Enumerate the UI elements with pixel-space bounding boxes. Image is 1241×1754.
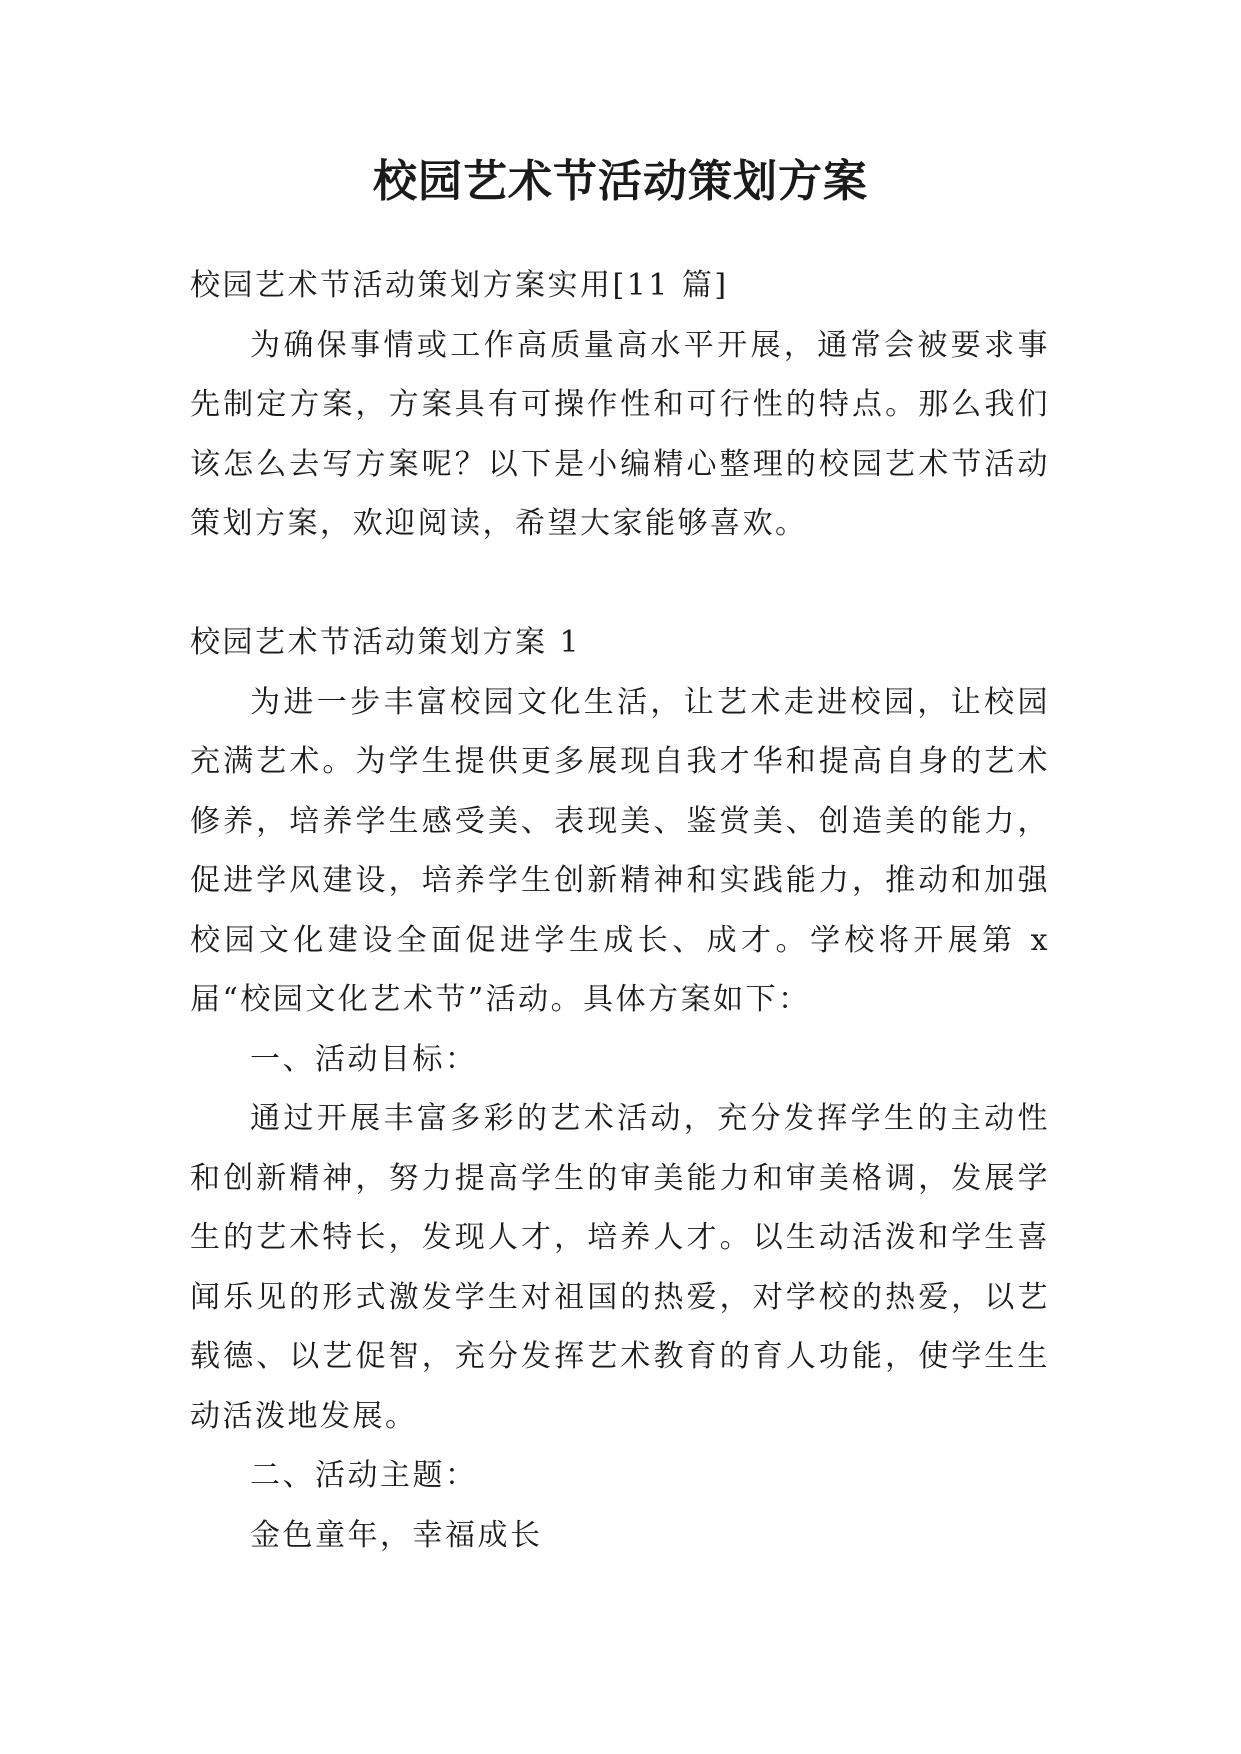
goal-heading: 一、活动目标： [250,1041,478,1077]
section-heading: 校园艺术节活动策划方案 1 [190,625,582,660]
goal-paragraph: 通过开展丰富多彩的艺术活动，充分发挥学生的主动性和创新精神，努力提高学生的审美能力和审美格调，发展学生的艺术特长，发现人才，培养人才。以生动活泼和学生喜闻乐见的形式激发学生对祖国的热爱，对学校的热爱，以艺载德、以艺促智，充分发挥艺术教育的育人功能，使学生生动活泼地发展。 [190,1101,1050,1434]
theme-paragraph: 金色童年，幸福成长 [250,1517,543,1553]
intro-paragraph: 为确保事情或工作高质量高水平开展，通常会被要求事先制定方案，方案具有可操作性和可行性的特点。那么我们该怎么去写方案呢？以下是小编精心整理的校园艺术节活动策划方案，欢迎阅读，希望大家能够喜欢。 [190,327,1050,541]
document-title: 校园艺术节活动策划方案 [373,156,868,207]
document-subtitle: 校园艺术节活动策划方案实用[11 篇] [190,268,729,303]
paragraph-gap [190,554,1050,614]
document-body [190,256,1050,1565]
theme-heading: 二、活动主题： [250,1458,478,1493]
section-paragraph: 为进一步丰富校园文化生活，让艺术走进校园，让校园充满艺术。为学生提供更多展现自我才华和提高自身的艺术修养，培养学生感受美、表现美、鉴赏美、创造美的能力，促进学风建设，培养学生创新精神和实践能力，推动和加强校园文化建设全面促进学生成长、成才。学校将开展第 x 届“校园文化艺术节”活动。具体方案如下： [190,684,1050,1017]
